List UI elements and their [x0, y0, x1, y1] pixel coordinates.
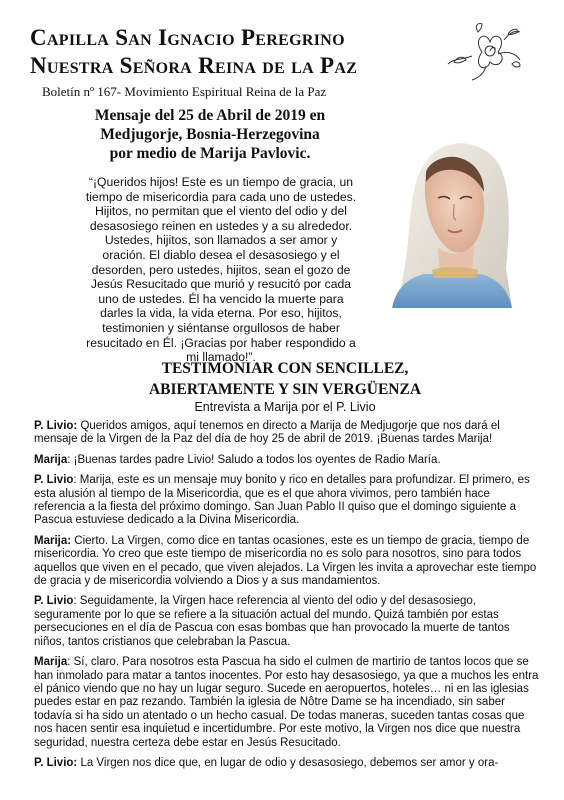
section-title-line-1: TESTIMONIAR CON SENCILLEZ, — [161, 360, 409, 377]
interview-paragraph — [34, 757, 542, 770]
message-heading — [60, 106, 360, 163]
message-heading-line-3: por medio de Marija Pavlovic. — [109, 145, 311, 162]
paragraph-text: : ¡Buenas tardes padre Livio! Saludo a todos los oyentes de Radio María. — [67, 453, 441, 466]
interview-paragraph — [34, 454, 542, 467]
paragraph-text: : Marija, este es un mensaje muy bonito y rico en detalles para profundizar. El primero, es esta alusión al tiempo de la Misericordia, que es el que ahora vivimos, pero también hace referencia a la fiesta del próximo domingo. San Juan Pablo II quiso que el domingo siguiente a Pascua estuviese dedicado a la Divina Misericordia. — [34, 474, 530, 527]
interview-paragraph — [34, 595, 542, 649]
interview-text — [34, 420, 542, 777]
section-title — [100, 358, 470, 400]
title-line-1: Capilla San Ignacio Peregrino — [30, 25, 345, 50]
interview-paragraph — [34, 656, 542, 750]
virgin-mary-image — [388, 138, 516, 308]
message-quote: “¡Queridos hijos! Este es un tiempo de gracia, un tiempo de misericordia para cada uno de ustedes. Hijitos, no permitan que el viento del odio y del desasosiego reinen en ustedes y a su alrededor. Ustedes, hijitos, son llamados a ser amor y oración. El diablo desea el desasosiego y el desorden, pero ustedes, hijitos, sean el gozo de Jesús Resucitado que murió y resucitó por cada uno de ustedes. Él ha vencido la muerte para darles la vida, la vida eterna. Por eso, hijitos, testimonien y siéntanse orgullosos de haber resucitado en Él. ¡Gracias por haber respondido a mi llamado!”. — [85, 175, 357, 365]
interview-paragraph — [34, 420, 542, 447]
paragraph-text: : Seguidamente, la Virgen hace referencia al viento del odio y del desasosiego, seguramente por lo que se refiere a la situación actual del mundo. Quizá también por estas persecuciones en el día de Pascua con esas bombas que han provocado la muerte de tantos niños, tantos cristianos que celebraban la Pascua. — [34, 595, 510, 648]
speaker-label: Marija — [34, 453, 68, 466]
speaker-label: P. Livio: — [34, 756, 78, 769]
page-title — [30, 24, 450, 80]
interview-paragraph — [34, 474, 542, 528]
paragraph-text: La Virgen nos dice que, en lugar de odio y desasosiego, debemos ser amor y ora- — [77, 756, 499, 769]
paragraph-text: : Sí, claro. Para nosotros esta Pascua ha sido el culmen de martirio de tantos locos que se han inmolado para matar a tantos inocentes. Por esto hay desasosiego, ya que a muchos les entra el pánico viendo que no hay un lugar seguro. Sucede en aeropuertos, hoteles… ni en las iglesias puedes estar en paz rezando. También la iglesia de Nôtre Dame se ha incendiado, sin saber todavía si ha sido un atentado o un hecho casual. De todas maneras, suceden tantas cosas que nos hacen sentir esa inquietud e incertidumbre. Por este motivo, la Virgen nos dice que nuestra seguridad, nuestra certeza debe estar en Jesús Resucitado. — [34, 656, 539, 749]
speaker-label: Marija: — [34, 534, 72, 547]
paragraph-text: Queridos amigos, aquí tenemos en directo a Marija de Medjugorje que nos dará el mensaje de la Virgen de la Paz del día de hoy 25 de abril de 2019. ¡Buenas tardes Marija! — [34, 420, 500, 446]
message-heading-line-1: Mensaje del 25 de Abril de 2019 en — [94, 107, 326, 124]
section-subtitle: Entrevista a Marija por el P. Livio — [194, 400, 376, 414]
message-heading-line-2: Medjugorje, Bosnia-Herzegovina — [100, 126, 320, 143]
speaker-label: P. Livio: — [34, 420, 78, 432]
flower-ornament-icon — [442, 20, 524, 84]
title-line-2: Nuestra Señora Reina de la Paz — [30, 53, 358, 78]
speaker-label: P. Livio — [34, 595, 74, 608]
interview-paragraph — [34, 535, 542, 589]
speaker-label: Marija — [34, 656, 68, 669]
speaker-label: P. Livio — [34, 474, 74, 487]
paragraph-text: Cierto. La Virgen, como dice en tantas ocasiones, este es un tiempo de gracia, tiempo de misericordia. Yo creo que este tiempo de misericordia no es solo para nosotros, sino para todos aquellos que viven en el pecado, que viven alejados. La Virgen les invita a aprovechar este tiempo de gracia y de misericordia volviendo a Dios y a sus mandamientos. — [34, 534, 537, 588]
bulletin-number: Boletín nº 167- Movimiento Espiritual Reina de la Paz — [42, 84, 327, 99]
section-title-line-2: ABIERTAMENTE Y SIN VERGÜENZA — [148, 381, 422, 398]
